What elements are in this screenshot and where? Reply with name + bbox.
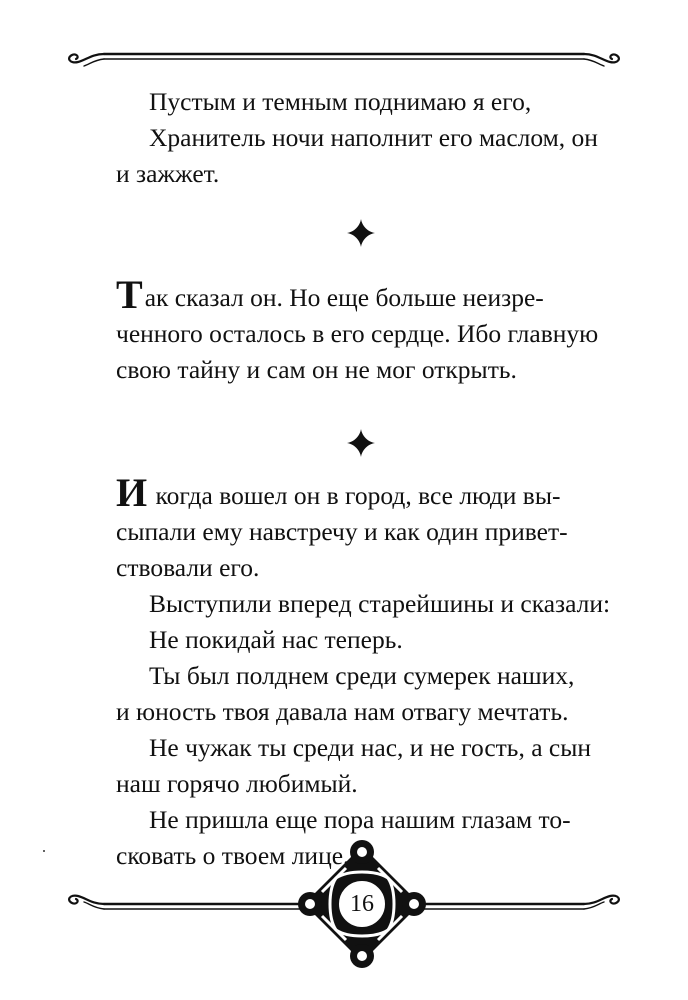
text-line: Не чужак ты среди нас, и не гость, а сын [149,733,591,762]
text-line [116,272,616,317]
page-number: 16 [350,891,374,917]
text-line: и зажжет. [116,159,220,188]
text-line: Хранитель ночи наполнит его маслом, он [149,123,598,152]
bottom-border-ornament [0,840,688,1000]
text-line-rest: когда вошел он в город, все люди вы- [149,481,561,510]
text-line-rest: ак сказал он. Но еще больше неизре- [144,283,544,312]
text-line: наш горячо любимый. [116,769,358,798]
text-line: Выступили вперед старейшины и сказали: [149,589,611,618]
text-line: свою тайну и сам он не мог открыть. [116,355,517,384]
text-line: Не пришла еще пора нашим глазам то- [149,805,571,834]
paragraph-2 [116,272,616,388]
text-line: ствовали его. [116,553,260,582]
paragraph-1 [116,84,616,192]
text-line: сковать о твоем лице. [116,841,350,870]
top-border-ornament [0,0,688,90]
text-line [116,470,616,515]
text-line: Пустым и темным поднимаю я его, [149,87,532,116]
text-line: ченного осталось в его сердце. Ибо главную [116,319,599,348]
text-line: сыпали ему навстречу и как один привет- [116,517,568,546]
paragraph-3 [116,470,616,874]
text-line: Ты был полднем среди сумерек наших, [149,661,575,690]
diamond-divider-icon [346,428,376,458]
drop-cap: Т [116,272,143,317]
diamond-divider-icon [346,218,376,248]
drop-cap: И [116,470,148,515]
text-line: и юность твоя давала нам отвагу мечтать. [116,697,569,726]
text-line: Не покидай нас теперь. [149,625,403,654]
